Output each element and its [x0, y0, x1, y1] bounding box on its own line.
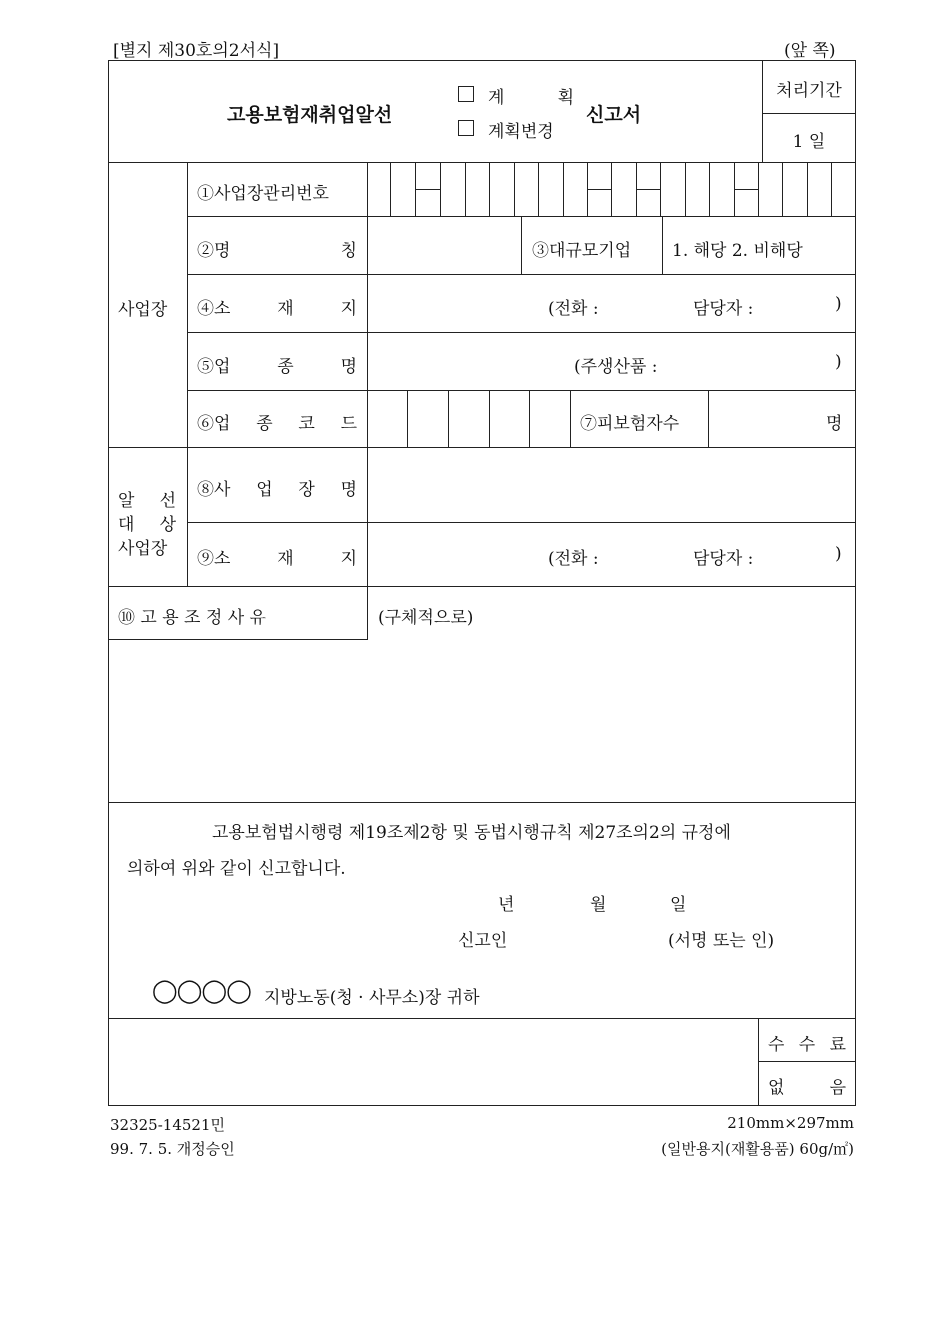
workplace-section-label: 사업장 — [118, 300, 168, 320]
plan-checkbox[interactable] — [458, 86, 474, 102]
target-section-label-3: 사업장 — [118, 539, 168, 559]
footer-size: 210mm×297mm — [727, 1114, 854, 1132]
target-section-label-1: 알 선 — [118, 491, 176, 511]
main-product-label: (주생산품 : — [574, 357, 658, 377]
large-company-options[interactable]: 1. 해당 2. 비해당 — [672, 241, 803, 261]
form-title: 고용보험재취업알선 — [227, 104, 393, 126]
fee-label: 수 수 료 — [768, 1035, 846, 1055]
date-year-label: 년 — [498, 895, 515, 915]
date-day-label: 일 — [670, 895, 687, 915]
address-close-paren: ) — [835, 294, 842, 314]
address-contact-label: 담당자 : — [693, 299, 754, 319]
industry-code-label: ⑥업 종 코 드 — [197, 414, 357, 434]
industry-name-label: ⑤업 종 명 — [197, 357, 357, 377]
target-address-label: ⑨소 재 지 — [197, 549, 357, 569]
large-company-label: ③대규모기업 — [532, 241, 632, 261]
target-section-label-2: 대 상 — [118, 515, 176, 535]
address-phone-label: (전화 : — [548, 299, 599, 319]
main-product-close-paren: ) — [835, 352, 842, 372]
reporter-label: 신고인 — [458, 931, 508, 951]
date-month-label: 월 — [590, 895, 607, 915]
signature-label: (서명 또는 인) — [668, 931, 775, 951]
office-circles: ◯◯◯◯ — [152, 978, 251, 1004]
option-change-label: 계획변경 — [488, 122, 554, 142]
fee-value: 없 음 — [768, 1078, 846, 1098]
processing-value: 1 일 — [792, 132, 826, 152]
insured-count-unit: 명 — [826, 414, 843, 434]
declaration-line-1: 고용보험법시행령 제19조제2항 및 동법시행규칙 제27조의2의 규정에 — [212, 823, 731, 843]
management-no-label: ①사업장관리번호 — [197, 184, 329, 204]
reason-label: ⑩ 고 용 조 정 사 유 — [118, 608, 266, 628]
address-label: ④소 재 지 — [197, 299, 357, 319]
option-plan-label: 계 획 — [488, 88, 574, 108]
insured-count-label: ⑦피보험자수 — [580, 414, 680, 434]
management-no-boxes[interactable] — [367, 162, 856, 216]
form-number: [별지 제30호의2서식] — [113, 41, 280, 61]
name-field[interactable] — [368, 217, 521, 274]
target-name-label: ⑧사 업 장 명 — [197, 480, 357, 500]
footer-paper: (일반용지(재활용품) 60g/㎡) — [661, 1140, 854, 1158]
footer-code: 32325-14521민 — [110, 1116, 225, 1134]
page-side: (앞 쪽) — [784, 41, 836, 61]
footer-approval: 99. 7. 5. 개정승인 — [110, 1140, 235, 1158]
addressee-label: 지방노동(청 · 사무소)장 귀하 — [264, 988, 480, 1008]
plan-change-checkbox[interactable] — [458, 120, 474, 136]
reason-hint: (구체적으로) — [378, 608, 474, 628]
target-name-field[interactable] — [368, 448, 855, 522]
declaration-line-2: 의하여 위와 같이 신고합니다. — [127, 859, 346, 879]
target-close-paren: ) — [835, 544, 842, 564]
reason-field[interactable] — [109, 640, 855, 802]
industry-code-boxes[interactable] — [367, 390, 570, 447]
processing-label: 처리기간 — [776, 81, 842, 101]
form-title-suffix: 신고서 — [586, 104, 642, 126]
target-contact-label: 담당자 : — [693, 549, 754, 569]
name-label: ②명 칭 — [197, 241, 357, 261]
target-phone-label: (전화 : — [548, 549, 599, 569]
